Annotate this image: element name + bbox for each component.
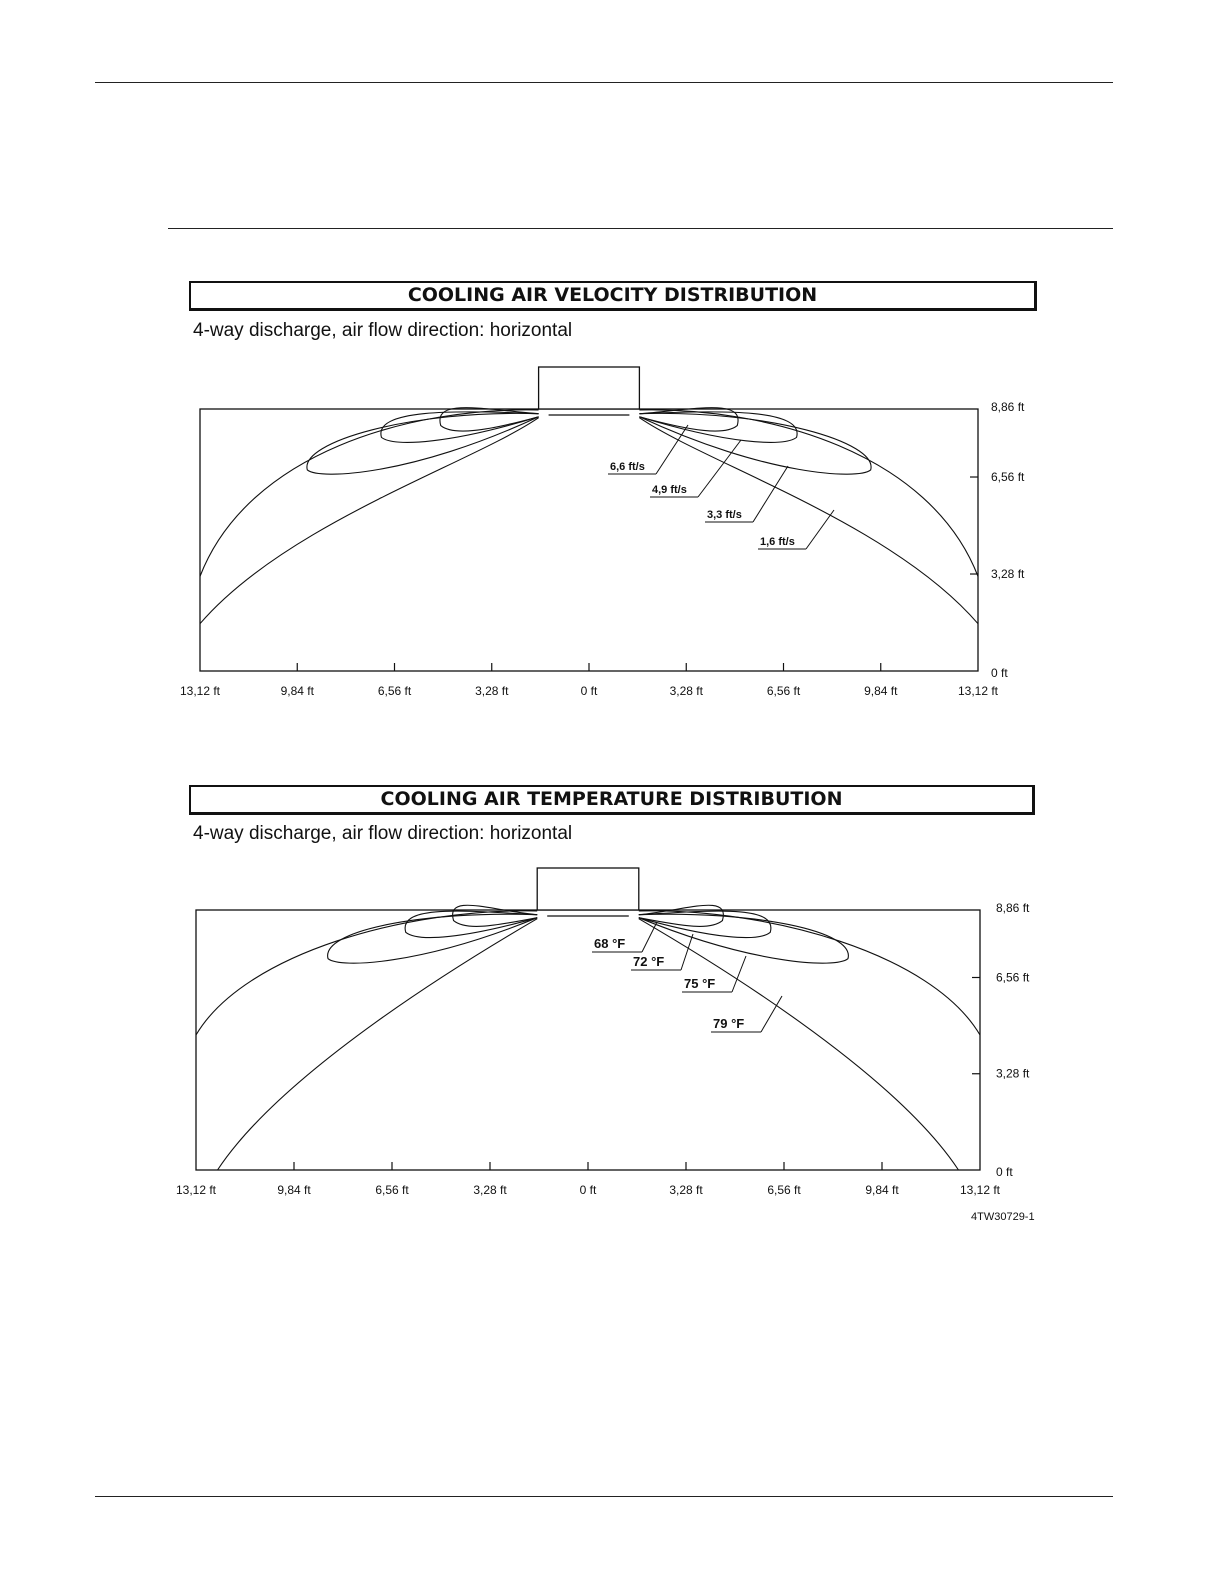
x-tick-label: 9,84 ft (280, 684, 314, 698)
contour-label: 72 °F (633, 954, 665, 969)
x-tick-label: 13,12 ft (179, 684, 221, 698)
y-tick-label: 8,86 ft (996, 901, 1030, 915)
contour-label: 75 °F (684, 976, 716, 991)
x-tick-label: 0 ft (580, 684, 598, 698)
y-tick-label: 3,28 ft (996, 1066, 1030, 1081)
velocity-chart-title: COOLING AIR VELOCITY DISTRIBUTION (189, 281, 1037, 311)
x-tick-label: 3,28 ft (475, 684, 509, 698)
x-tick-label: 6,56 ft (375, 1183, 409, 1197)
x-tick-label: 6,56 ft (767, 1183, 801, 1197)
document-reference: 4TW30729-1 (971, 1211, 1035, 1223)
velocity-chart-subtitle: 4-way discharge, air flow direction: horizontal (193, 320, 573, 341)
contour-label: 79 °F (713, 1016, 745, 1031)
y-tick-label: 8,86 ft (991, 400, 1025, 414)
contour-lobe-left (328, 914, 538, 963)
temperature-chart-title: COOLING AIR TEMPERATURE DISTRIBUTION (189, 785, 1035, 815)
x-tick-label: 3,28 ft (669, 684, 703, 698)
y-tick-label: 0 ft (996, 1165, 1013, 1179)
x-tick-label: 9,84 ft (864, 684, 898, 698)
contour-label: 1,6 ft/s (760, 536, 795, 548)
indoor-unit-box (537, 868, 639, 910)
x-tick-label: 9,84 ft (277, 1183, 311, 1197)
contour-label: 4,9 ft/s (652, 484, 687, 496)
x-tick-label: 9,84 ft (865, 1183, 899, 1197)
x-tick-label: 6,56 ft (377, 684, 412, 698)
x-tick-label: 6,56 ft (766, 684, 801, 698)
label-leader (761, 996, 782, 1032)
x-tick-label: 3,28 ft (473, 1183, 507, 1197)
y-tick-label: 0 ft (991, 666, 1008, 680)
label-leader (732, 956, 746, 992)
label-leader (681, 934, 693, 970)
temperature-chart-subtitle: 4-way discharge, air flow direction: horizontal (193, 823, 573, 844)
y-tick-label: 6,56 ft (996, 970, 1030, 985)
y-tick-label: 3,28 ft (991, 567, 1025, 582)
x-tick-label: 13,12 ft (175, 1183, 217, 1197)
page-bottom-rule (95, 1496, 1113, 1497)
contour-lobe-right (639, 914, 849, 963)
label-leader (642, 922, 657, 952)
contour-label: 68 °F (594, 936, 626, 951)
y-tick-label: 6,56 ft (991, 470, 1025, 485)
x-tick-label: 0 ft (579, 1183, 597, 1197)
contour-throw-right (639, 919, 959, 1170)
contour-throw-left (218, 919, 538, 1170)
contour-label: 6,6 ft/s (610, 461, 645, 473)
x-tick-label: 13,12 ft (959, 1183, 1001, 1197)
x-tick-label: 13,12 ft (957, 684, 999, 698)
contour-label: 3,3 ft/s (707, 509, 742, 521)
x-tick-label: 3,28 ft (669, 1183, 703, 1197)
